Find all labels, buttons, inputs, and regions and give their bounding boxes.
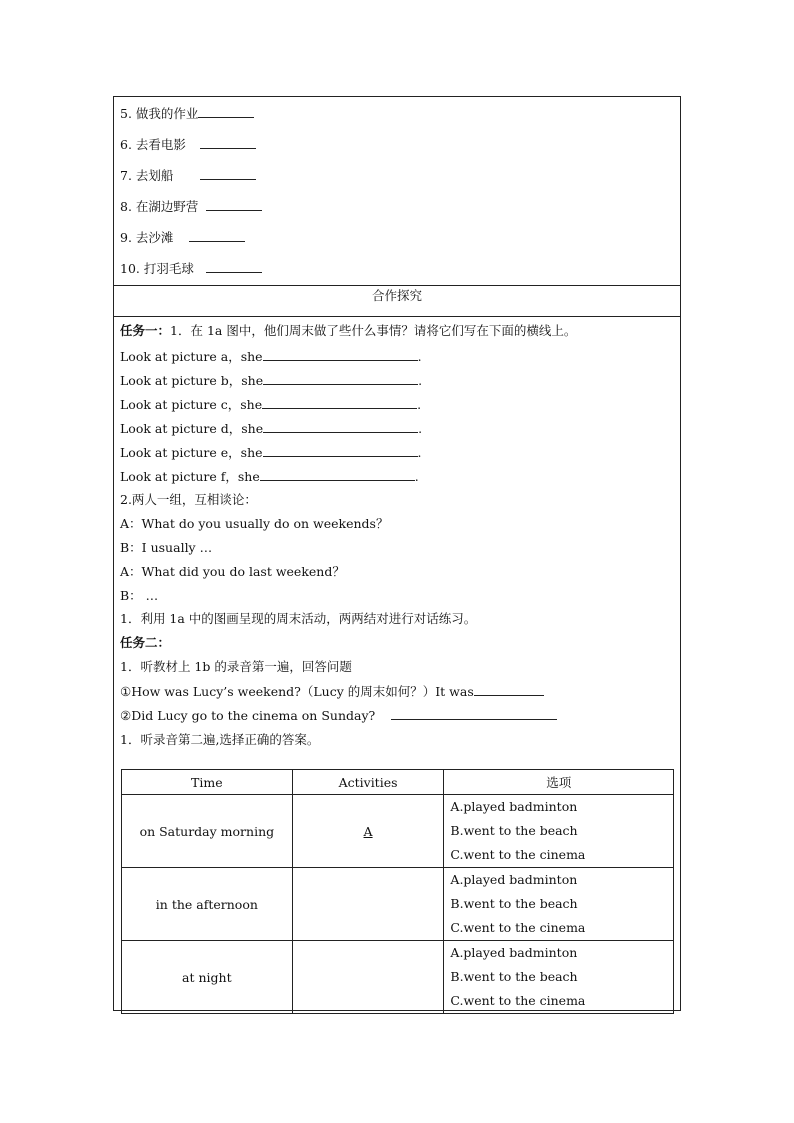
picture-line-c: Look at picture c，she . (120, 397, 422, 412)
divider (114, 285, 680, 286)
picture-line-a: Look at picture a，she . (120, 349, 422, 364)
answer-blank[interactable] (263, 444, 418, 457)
vocab-item-6: 6. 去看电影 (120, 136, 256, 153)
activity-answer-cell[interactable] (292, 941, 444, 1014)
table-row (122, 795, 674, 868)
time-cell: on Saturday morning (122, 795, 293, 868)
option-c: C.went to the cinema (450, 993, 586, 1008)
picture-line-f: Look at picture f，she . (120, 469, 419, 484)
activity-answer-cell[interactable] (292, 868, 444, 941)
vocab-item-9: 9. 去沙滩 (120, 229, 245, 246)
answer-blank[interactable] (263, 348, 418, 361)
answer-blank[interactable] (391, 707, 557, 720)
answer-blank[interactable] (474, 683, 544, 696)
pair-work-instruction: 2.两人一组，互相谈论： (120, 492, 257, 507)
dialogue-line: B： … (120, 588, 159, 603)
answer-blank[interactable] (200, 167, 256, 180)
dialogue-line: A：What do you usually do on weekends？ (120, 516, 389, 531)
vocab-item-8: 8. 在湖边野营 (120, 198, 262, 215)
answer-blank[interactable] (263, 420, 418, 433)
practice-instruction: 1．利用 1a 中的图画呈现的周末活动，两两结对进行对话练习。 (120, 611, 477, 626)
table-row (122, 941, 674, 1014)
options-cell (444, 795, 674, 868)
activity-answer: A (363, 823, 373, 839)
option-c: C.went to the cinema (450, 847, 586, 862)
options-cell (444, 868, 674, 941)
answer-blank[interactable] (206, 260, 262, 273)
time-cell: at night (122, 941, 293, 1014)
worksheet-frame (113, 96, 681, 1011)
section-title: 合作探究 (371, 288, 422, 303)
header-activities: Activities (292, 770, 444, 795)
picture-line-b: Look at picture b，she . (120, 373, 423, 388)
answer-blank[interactable] (263, 372, 418, 385)
table-row (122, 868, 674, 941)
option-a: A.played badminton (450, 799, 578, 814)
question-1: ①How was Lucy’s weekend?（Lucy 的周末如何？）It was (120, 683, 544, 700)
option-a: A.played badminton (450, 872, 578, 887)
answer-blank[interactable] (198, 105, 254, 118)
answer-blank[interactable] (206, 198, 262, 211)
table-header-row (122, 770, 674, 795)
option-b: B.went to the beach (450, 896, 578, 911)
activities-table (121, 769, 674, 1014)
options-cell (444, 941, 674, 1014)
vocab-item-10: 10. 打羽毛球 (120, 260, 262, 277)
answer-blank[interactable] (260, 468, 415, 481)
dialogue-line: B：I usually … (120, 540, 213, 555)
option-b: B.went to the beach (450, 969, 578, 984)
task1-instruction: 任务一：1．在 1a 图中，他们周末做了些什么事情？请将它们写在下面的横线上。 (120, 323, 577, 338)
vocab-item-5: 5. 做我的作业 (120, 105, 254, 122)
listen-instruction-2: 1．听录音第二遍,选择正确的答案。 (120, 732, 320, 747)
answer-blank[interactable] (262, 396, 417, 409)
option-a: A.played badminton (450, 945, 578, 960)
answer-blank[interactable] (200, 136, 256, 149)
option-b: B.went to the beach (450, 823, 578, 838)
task2-label: 任务二： (120, 635, 171, 650)
listen-instruction-1: 1．听教材上 1b 的录音第一遍，回答问题 (120, 659, 352, 674)
picture-line-d: Look at picture d，she . (120, 421, 423, 436)
option-c: C.went to the cinema (450, 920, 586, 935)
question-2: ②Did Lucy go to the cinema on Sunday? (120, 707, 557, 724)
divider (114, 316, 680, 317)
task1-label: 任务一： (120, 323, 171, 338)
picture-line-e: Look at picture e，she . (120, 445, 422, 460)
header-options: 选项 (444, 770, 674, 795)
answer-blank[interactable] (189, 229, 245, 242)
header-time: Time (122, 770, 293, 795)
activity-answer-cell[interactable] (292, 795, 444, 868)
dialogue-line: A：What did you do last weekend？ (120, 564, 345, 579)
vocab-item-7: 7. 去划船 (120, 167, 256, 184)
time-cell: in the afternoon (122, 868, 293, 941)
